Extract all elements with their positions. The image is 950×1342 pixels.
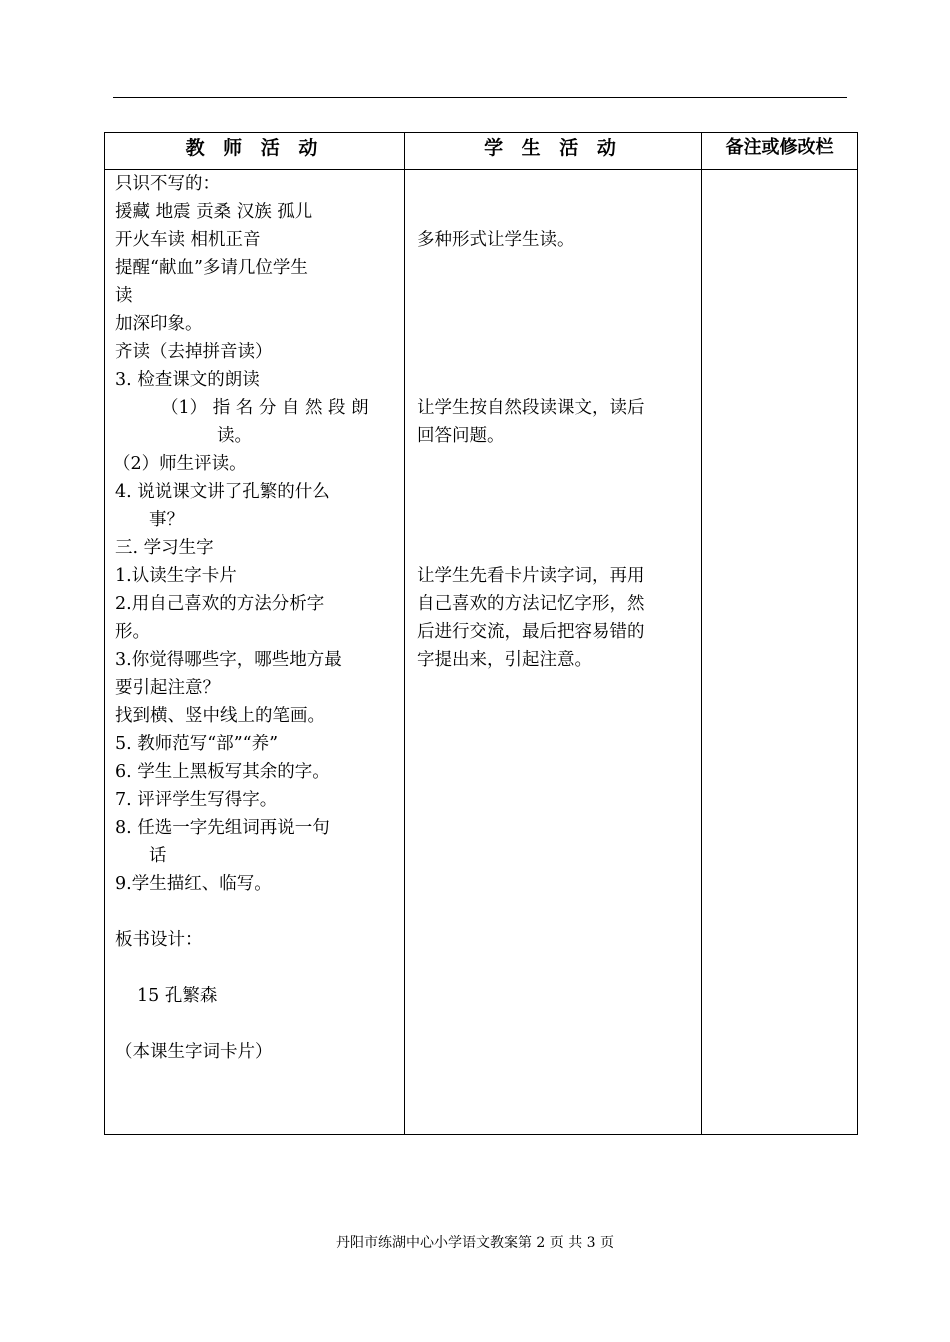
lesson-plan-table [104,132,858,1135]
student-line: 回答问题。 [417,426,505,446]
student-line: 让学生按自然段读课文，读后 [417,398,645,418]
table-header-row [105,133,858,170]
teacher-line: 6. 学生上黑板写其余的字。 [115,762,330,782]
notes-cell [702,170,858,1135]
teacher-line: 3.你觉得哪些字，哪些地方最 [115,650,342,670]
teacher-line: 齐读（去掉拼音读） [115,342,273,362]
teacher-line: 三. 学习生字 [115,538,214,558]
teacher-line: 只识不写的： [115,174,220,194]
teacher-line: 3. 检查课文的朗读 [115,370,260,390]
teacher-line: 要引起注意？ [115,678,220,698]
teacher-line: 4. 说说课文讲了孔繁的什么 [115,482,330,502]
teacher-line: 加深印象。 [115,314,203,334]
student-line: 字提出来，引起注意。 [417,650,592,670]
teacher-line: 9.学生描红、临写。 [115,874,272,894]
student-activity-cell [405,170,702,1135]
teacher-line: 援藏 地震 贡桑 汉族 孤儿 [115,202,313,222]
teacher-activity-header: 教 师 活 动 [105,133,405,170]
header-rule [113,97,847,98]
teacher-line: 话 [149,846,167,866]
teacher-line: 2.用自己喜欢的方法分析字 [115,594,325,614]
teacher-line: 找到横、竖中线上的笔画。 [115,706,325,726]
student-line: 后进行交流，最后把容易错的 [417,622,645,642]
teacher-activity-cell [105,170,405,1135]
board-design-title: 15 孔繁森 [137,986,218,1006]
teacher-line: （1） 指 名 分 自 然 段 朗 [161,398,369,418]
teacher-line: 7. 评评学生写得字。 [115,790,278,810]
student-line: 多种形式让学生读。 [417,230,575,250]
teacher-line: 读。 [217,426,252,446]
teacher-line: 开火车读 相机正音 [115,230,261,250]
table-body-row [105,170,858,1135]
teacher-line: （2）师生评读。 [113,454,247,474]
student-line: 自己喜欢的方法记忆字形，然 [417,594,645,614]
teacher-line: 5. 教师范写“部”“养” [115,734,279,754]
board-design-label: 板书设计： [115,930,203,950]
teacher-line: 形。 [115,622,150,642]
notes-header: 备注或修改栏 [702,133,858,170]
teacher-line: 提醒“献血”多请几位学生 [115,258,308,278]
board-design-note: （本课生字词卡片） [115,1042,273,1062]
student-line: 让学生先看卡片读字词，再用 [417,566,645,586]
teacher-line: 8. 任选一字先组词再说一句 [115,818,330,838]
teacher-line: 事？ [149,510,184,530]
teacher-line: 1.认读生字卡片 [115,566,237,586]
teacher-line: 读 [115,286,133,306]
student-activity-header: 学 生 活 动 [405,133,702,170]
page-footer: 丹阳市练湖中心小学语文教案第 2 页 共 3 页 [335,1235,615,1251]
